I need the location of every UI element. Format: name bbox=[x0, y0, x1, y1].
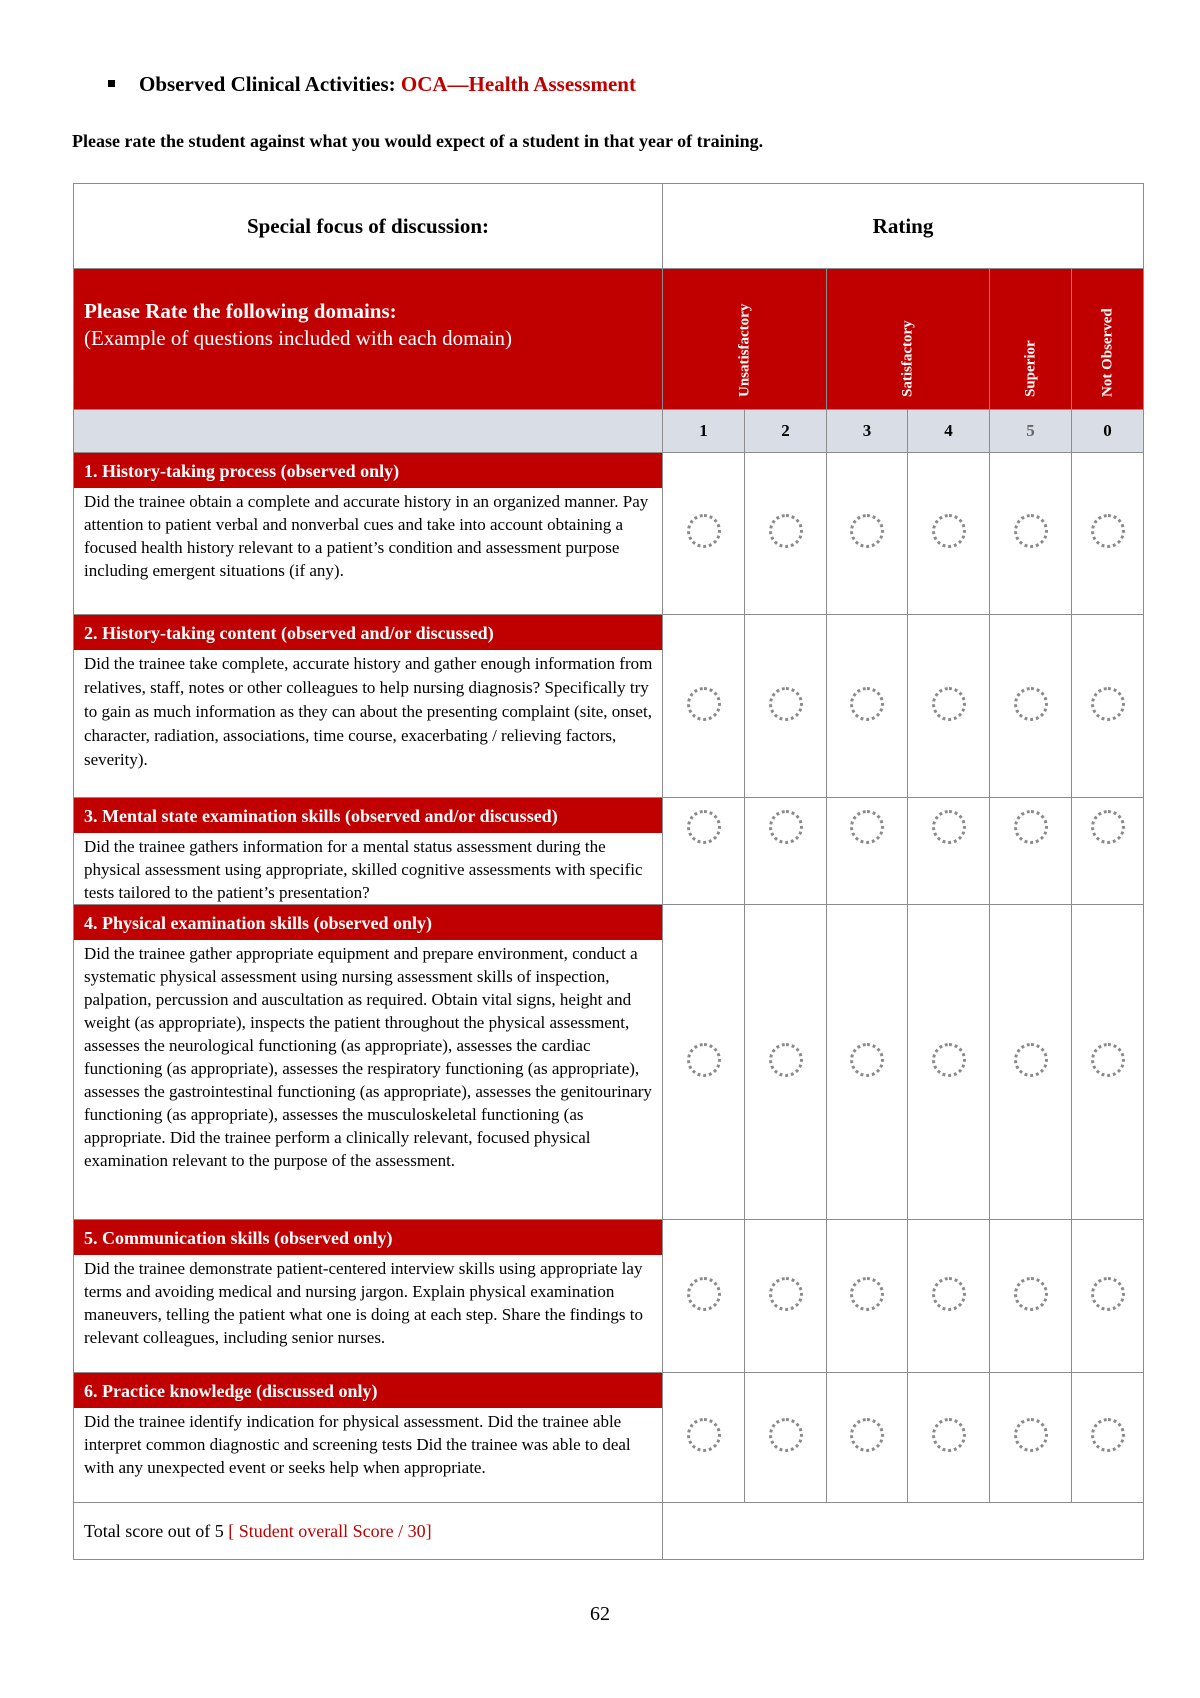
total-label: Total score out of 5 bbox=[84, 1520, 224, 1541]
bullet-icon bbox=[108, 80, 115, 87]
domains-header bbox=[74, 269, 663, 410]
rating-radio[interactable] bbox=[850, 1277, 884, 1311]
rating-radio[interactable] bbox=[1014, 514, 1048, 548]
total-score-field[interactable] bbox=[663, 1503, 1144, 1560]
rating-radio[interactable] bbox=[687, 1043, 721, 1077]
category-not-observed: Not Observed bbox=[1072, 269, 1144, 410]
rating-radio[interactable] bbox=[1091, 514, 1125, 548]
rating-radio[interactable] bbox=[769, 687, 803, 721]
rating-radio[interactable] bbox=[932, 687, 966, 721]
rating-radio[interactable] bbox=[1091, 1277, 1125, 1311]
section-title: 2. History-taking content (observed and/or discussed) bbox=[74, 615, 662, 650]
rating-radio[interactable] bbox=[1014, 1418, 1048, 1452]
rating-radio[interactable] bbox=[1014, 1277, 1048, 1311]
section-title: 5. Communication skills (observed only) bbox=[74, 1220, 662, 1255]
score-label: 0 bbox=[1072, 410, 1144, 453]
rating-radio[interactable] bbox=[1091, 1043, 1125, 1077]
score-label: 5 bbox=[990, 410, 1072, 453]
instruction-text: Please rate the student against what you would expect of a student in that year of training. bbox=[72, 131, 764, 151]
rating-radio[interactable] bbox=[850, 810, 884, 844]
rating-radio[interactable] bbox=[1091, 810, 1125, 844]
section-description: Did the trainee obtain a complete and accurate history in an organized manner. Pay attention to patient verbal and nonverbal cues and take into account obtaining a focused health history relevant to a patient’s condition and assessment purpose including emergent situations (if any). bbox=[84, 492, 649, 580]
rating-radio[interactable] bbox=[1014, 1043, 1048, 1077]
rating-radio[interactable] bbox=[687, 687, 721, 721]
section-description: Did the trainee gathers information for a mental status assessment during the physical assessment using appropriate, skilled cognitive assessments with specific tests tailored to the patient’s presentation? bbox=[84, 837, 643, 902]
section-row bbox=[74, 615, 1144, 798]
rating-radio[interactable] bbox=[687, 810, 721, 844]
rating-radio[interactable] bbox=[932, 1043, 966, 1077]
rating-radio[interactable] bbox=[850, 1418, 884, 1452]
total-row bbox=[74, 1503, 1144, 1560]
section-title: 4. Physical examination skills (observed only) bbox=[74, 905, 662, 940]
rating-radio[interactable] bbox=[932, 514, 966, 548]
score-row bbox=[74, 410, 1144, 453]
domains-subtitle: (Example of questions included with each domain) bbox=[84, 326, 513, 350]
score-row-blank bbox=[74, 410, 663, 453]
total-label-cell bbox=[74, 1503, 663, 1560]
rating-radio[interactable] bbox=[687, 1277, 721, 1311]
section-row bbox=[74, 453, 1144, 615]
score-label: 4 bbox=[908, 410, 990, 453]
rating-radio[interactable] bbox=[769, 1418, 803, 1452]
section-cell bbox=[74, 798, 663, 905]
rating-radio[interactable] bbox=[850, 1043, 884, 1077]
section-row bbox=[74, 1373, 1144, 1503]
section-description: Did the trainee identify indication for physical assessment. Did the trainee able interpret common diagnostic and screening tests Did the trainee was able to deal with any unexpected event or seeks help when appropriate. bbox=[84, 1412, 631, 1477]
section-row bbox=[74, 1220, 1144, 1373]
section-row bbox=[74, 905, 1144, 1220]
rating-header: Rating bbox=[663, 184, 1144, 269]
heading-label: Observed Clinical Activities: bbox=[139, 72, 396, 96]
score-label: 3 bbox=[827, 410, 908, 453]
rating-radio[interactable] bbox=[769, 810, 803, 844]
rating-radio[interactable] bbox=[687, 514, 721, 548]
rating-table bbox=[73, 183, 1144, 1560]
score-label: 1 bbox=[663, 410, 745, 453]
page-number: 62 bbox=[590, 1603, 610, 1625]
domains-title: Please Rate the following domains: bbox=[84, 299, 397, 323]
section-title: 3. Mental state examination skills (observed and/or discussed) bbox=[74, 798, 662, 833]
section-cell bbox=[74, 453, 663, 615]
rating-radio[interactable] bbox=[850, 514, 884, 548]
rating-radio[interactable] bbox=[769, 514, 803, 548]
rating-radio[interactable] bbox=[1091, 687, 1125, 721]
section-heading bbox=[108, 72, 636, 97]
rating-radio[interactable] bbox=[1014, 810, 1048, 844]
section-cell bbox=[74, 615, 663, 798]
section-row bbox=[74, 798, 1144, 905]
section-cell bbox=[74, 1220, 663, 1373]
section-title: 1. History-taking process (observed only) bbox=[74, 453, 662, 488]
rating-radio[interactable] bbox=[932, 810, 966, 844]
focus-header: Special focus of discussion: bbox=[74, 184, 663, 269]
rating-radio[interactable] bbox=[932, 1277, 966, 1311]
rating-radio[interactable] bbox=[769, 1043, 803, 1077]
score-label: 2 bbox=[745, 410, 827, 453]
rating-radio[interactable] bbox=[769, 1277, 803, 1311]
section-description: Did the trainee take complete, accurate history and gather enough information from relatives, staff, notes or other colleagues to help nursing diagnosis? Specifically try to gain as much information as they can about the presenting complaint (site, onset, character, radiation, associations, time course, exacerbating / relieving factors, severity). bbox=[84, 654, 653, 769]
section-description: Did the trainee gather appropriate equipment and prepare environment, conduct a systematic physical assessment using nursing assessment skills of inspection, palpation, percussion and auscultation as required. Obtain vital signs, height and weight (as appropriate), inspects the patient throughout the physical assessment, assesses the neurological functioning (as appropriate), assesses the cardiac functioning (as appropriate), assesses the respiratory functioning (as appropriate), assesses the gastrointestinal functioning (as appropriate), assesses the genitourinary functioning (as appropriate), assesses the musculoskeletal functioning (as appropriate. Did the trainee perform a clinically relevant, focused physical examination relevant to the purpose of the assessment. bbox=[84, 944, 652, 1170]
heading-highlight: OCA—Health Assessment bbox=[400, 72, 636, 96]
category-superior: Superior bbox=[990, 269, 1072, 410]
section-cell bbox=[74, 905, 663, 1220]
category-unsatisfactory: Unsatisfactory bbox=[663, 269, 827, 410]
rating-radio[interactable] bbox=[1014, 687, 1048, 721]
rating-radio[interactable] bbox=[850, 687, 884, 721]
rating-radio[interactable] bbox=[1091, 1418, 1125, 1452]
category-satisfactory: Satisfactory bbox=[827, 269, 990, 410]
total-highlight: [ Student overall Score / 30] bbox=[228, 1520, 432, 1541]
rating-radio[interactable] bbox=[932, 1418, 966, 1452]
rating-radio[interactable] bbox=[687, 1418, 721, 1452]
section-cell bbox=[74, 1373, 663, 1503]
section-description: Did the trainee demonstrate patient-centered interview skills using appropriate lay terms and avoiding medical and nursing jargon. Explain physical examination maneuvers, telling the patient what one is doing at each step. Share the findings to relevant colleagues, including senior nurses. bbox=[84, 1259, 643, 1347]
section-title: 6. Practice knowledge (discussed only) bbox=[74, 1373, 662, 1408]
